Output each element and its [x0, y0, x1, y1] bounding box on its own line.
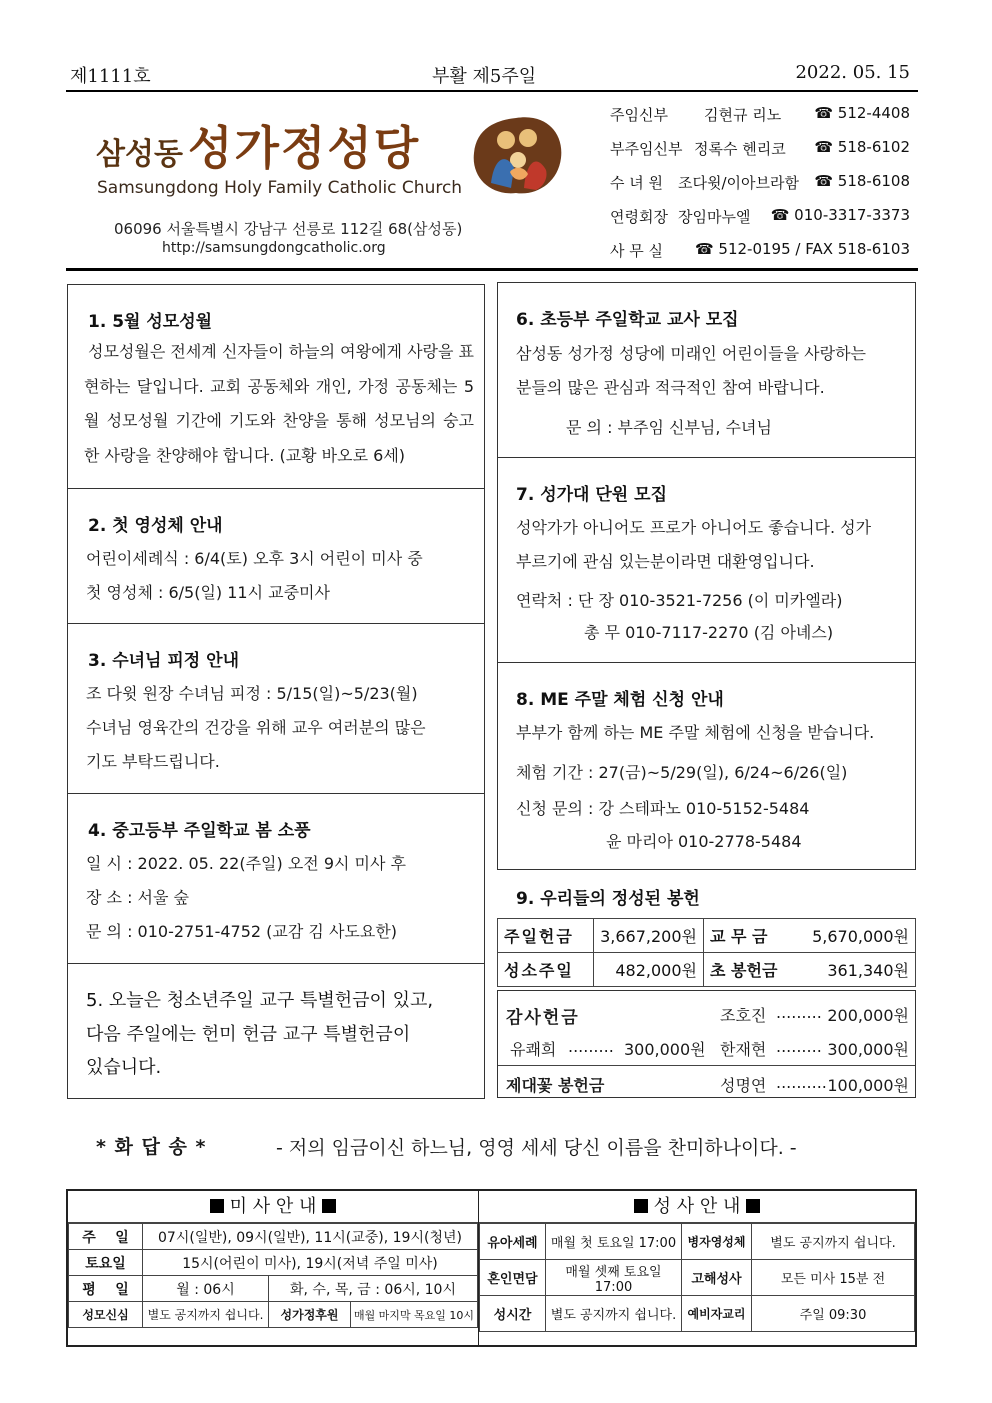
- mass-times: 매월 마지막 목요일 10시: [351, 1302, 478, 1328]
- notice-line: 성악가가 아니어도 프로가 아니어도 좋습니다. 성가: [516, 518, 872, 537]
- sacrament-label: 병자영성체: [682, 1224, 752, 1260]
- notice-2: [67, 488, 485, 624]
- notice-line: 수녀님 영육간의 건강을 위해 교우 여러분의 많은: [86, 718, 426, 737]
- sacrament-label: 성시간: [480, 1296, 546, 1332]
- staff-row: [610, 172, 910, 196]
- mass-row: [69, 1302, 478, 1328]
- mass-label: 평 일: [69, 1276, 143, 1302]
- notice-5: [67, 963, 485, 1099]
- thanks-label: 감사헌금: [506, 1008, 580, 1028]
- offering-value: 361,340원: [800, 953, 916, 987]
- notice-line: 기도 부탁드립니다.: [86, 752, 220, 771]
- notice-line: 장 소 : 서울 숲: [86, 888, 190, 907]
- notice-4: [67, 793, 485, 964]
- mass-times: 07시(일반), 09시(일반), 11시(교중), 19시(청년): [143, 1224, 478, 1250]
- offering-value: 482,000원: [594, 953, 704, 987]
- header-bottom-rule: [66, 268, 918, 271]
- mass-schedule-table: [68, 1223, 478, 1328]
- offering-title: 9. 우리들의 정성된 봉헌: [516, 889, 700, 909]
- parish-prefix: 삼성동: [96, 137, 183, 172]
- notice-title: 6. 초등부 주일학교 교사 모집: [516, 310, 739, 330]
- staff-phone: ☎ 518-6102: [814, 138, 910, 156]
- offering-label: 초 봉헌금: [704, 953, 800, 987]
- issue-date: 2022. 05. 15: [795, 62, 910, 83]
- donor-amount: 100,000원: [827, 1076, 909, 1095]
- sacrament-time: 매월 첫 토요일 17:00: [546, 1224, 682, 1260]
- notice-1: [67, 284, 485, 489]
- sacrament-title: 성 사 안 내: [653, 1196, 741, 1217]
- donor-amount: 200,000원: [827, 1006, 909, 1025]
- thanks-offering-box: 감사헌금 조호진 ......... 200,000원 유쾌희 ......... 300,000원 한재현 ......... 300,000원 제대꽃 봉헌금 성명연 .......... 100,000원: [497, 990, 916, 1098]
- sacrament-label: 혼인면담: [480, 1260, 546, 1296]
- staff-role: 연령회장: [610, 208, 668, 226]
- notice-3: [67, 623, 485, 794]
- mass-row: [69, 1276, 478, 1302]
- notice-line: 일 시 : 2022. 05. 22(주일) 오전 9시 미사 후: [86, 854, 406, 873]
- sacrament-time: 모든 미사 15분 전: [752, 1260, 915, 1296]
- sacrament-row: [480, 1260, 915, 1296]
- parish-name: 성가정성당: [188, 121, 421, 175]
- square-bullet-icon: [210, 1199, 224, 1213]
- notice-8: [497, 662, 916, 870]
- responsorial-psalm-text: - 저의 임금이신 하느님, 영영 세세 당신 이름을 찬미하나이다. -: [276, 1137, 797, 1159]
- mass-label: 성가정후원: [269, 1302, 351, 1328]
- mass-label: 주 일: [69, 1224, 143, 1250]
- offering-table: [497, 918, 916, 987]
- staff-role: 수 녀 원: [610, 174, 664, 192]
- square-bullet-icon: [746, 1199, 760, 1213]
- notice-line: 어린이세례식 : 6/4(토) 오후 3시 어린이 미사 중: [86, 549, 423, 568]
- notice-6: [497, 282, 916, 458]
- notice-contact: 윤 마리아 010-2778-5484: [606, 832, 802, 851]
- notice-line: 부부가 함께 하는 ME 주말 체험에 신청을 받습니다.: [516, 723, 875, 742]
- notice-line: 분들의 많은 관심과 적극적인 참여 바랍니다.: [516, 378, 825, 397]
- notice-body: 성모성월은 전세계 신자들이 하늘의 여왕에게 사랑을 표현하는 달입니다. 교회 공동체와 개인, 가정 공동체는 5월 성모성월 기간에 기도와 찬양을 통해 성모님의 숭고한 사랑을 찬양해야 합니다. (교황 바오로 6세): [84, 342, 475, 465]
- parish-logo-text: [96, 112, 420, 178]
- notice-title: 8. ME 주말 체험 신청 안내: [516, 690, 724, 710]
- notice-line: 다음 주일에는 헌미 헌금 교구 특별헌금이: [86, 1024, 411, 1045]
- mass-row: [69, 1250, 478, 1276]
- staff-row: [610, 240, 910, 264]
- parish-website-link[interactable]: http://samsungdongcatholic.org: [162, 240, 386, 256]
- staff-name: 김현규 리노: [704, 106, 782, 124]
- responsorial-psalm-label: * 화 답 송 *: [96, 1136, 207, 1158]
- offering-label: 주일헌금: [498, 919, 594, 953]
- offering-value: 3,667,200원: [594, 919, 704, 953]
- staff-row: [610, 206, 910, 230]
- parish-english-name: Samsungdong Holy Family Catholic Church: [97, 178, 463, 198]
- staff-phone: ☎ 518-6108: [814, 172, 910, 190]
- staff-phone: ☎ 512-0195 / FAX 518-6103: [694, 240, 910, 258]
- donor-name: 한재현: [720, 1040, 767, 1059]
- notice-title: 2. 첫 영성체 안내: [88, 516, 223, 536]
- offering-row: [498, 953, 916, 987]
- notice-title: 7. 성가대 단원 모집: [516, 485, 667, 505]
- offering-label: 성소주일: [498, 953, 594, 987]
- notice-title: 3. 수녀님 피정 안내: [88, 651, 239, 671]
- offering-row: [498, 919, 916, 953]
- donor-name: 유쾌희: [510, 1040, 557, 1059]
- notice-contact: 총 무 010-7117-2270 (김 아녜스): [584, 623, 834, 642]
- staff-row: [610, 104, 910, 128]
- header-rule: [66, 90, 918, 92]
- mass-times: 15시(어린이 미사), 19시(저녁 주일 미사): [143, 1250, 478, 1276]
- mass-title-bar: [68, 1191, 478, 1223]
- sacrament-label: 고해성사: [682, 1260, 752, 1296]
- staff-phone: ☎ 010-3317-3373: [770, 206, 910, 224]
- notice-line: 5. 오늘은 청소년주일 교구 특별헌금이 있고,: [86, 990, 434, 1011]
- parish-address: 06096 서울특별시 강남구 선릉로 112길 68(삼성동): [114, 220, 463, 238]
- mass-times: 월 : 06시: [143, 1276, 269, 1302]
- mass-times: 화, 수, 목, 금 : 06시, 10시: [269, 1276, 478, 1302]
- notice-title: 1. 5월 성모성월: [88, 312, 213, 332]
- liturgical-occasion: 부활 제5주일: [432, 66, 537, 87]
- mass-title: 미 사 안 내: [229, 1196, 317, 1217]
- notice-line: 부르기에 관심 있는분이라면 대환영입니다.: [516, 552, 815, 571]
- notice-line: 있습니다.: [86, 1057, 162, 1078]
- notice-line: 첫 영성체 : 6/5(일) 11시 교중미사: [86, 583, 330, 602]
- donor-amount: 300,000원: [827, 1040, 909, 1059]
- staff-row: [610, 138, 910, 162]
- sacrament-schedule-table: [479, 1223, 915, 1332]
- sacrament-row: [480, 1296, 915, 1332]
- sacrament-time: 별도 공지까지 쉽니다.: [752, 1224, 915, 1260]
- sacrament-label: 유아세례: [480, 1224, 546, 1260]
- notice-contact: 신청 문의 : 강 스테파노 010-5152-5484: [516, 799, 810, 818]
- staff-phone: ☎ 512-4408: [814, 104, 910, 122]
- notice-line: 문 의 : 010-2751-4752 (교감 김 사도요한): [86, 922, 398, 941]
- mass-label: 토요일: [69, 1250, 143, 1276]
- staff-name: 조다윗/이아브라함: [678, 174, 799, 192]
- square-bullet-icon: [634, 1199, 648, 1213]
- sacrament-time: 매월 셋째 토요일 17:00: [546, 1260, 682, 1296]
- altar-flower-label: 제대꽃 봉헌금: [506, 1076, 605, 1095]
- square-bullet-icon: [322, 1199, 336, 1213]
- sacrament-row: [480, 1224, 915, 1260]
- notice-title: 4. 중고등부 주일학교 봄 소풍: [88, 821, 311, 841]
- sacrament-title-bar: [479, 1191, 915, 1223]
- offering-value: 5,670,000원: [800, 919, 916, 953]
- offering-label: 교 무 금: [704, 919, 800, 953]
- holy-family-emblem-icon: [466, 108, 566, 198]
- donor-amount: 300,000원: [624, 1040, 706, 1059]
- sacrament-time: 별도 공지까지 쉽니다.: [546, 1296, 682, 1332]
- donor-name: 성명연: [720, 1076, 767, 1095]
- staff-role: 주임신부: [610, 106, 668, 124]
- staff-name: 장임마누엘: [678, 208, 751, 226]
- staff-name: 정록수 헨리코: [694, 140, 786, 158]
- sacrament-time: 주일 09:30: [752, 1296, 915, 1332]
- issue-number: 제1111호: [70, 66, 151, 87]
- staff-role: 사 무 실: [610, 242, 664, 260]
- notice-line: 삼성동 성가정 성당에 미래인 어린이들을 사랑하는: [516, 344, 867, 363]
- sacrament-label: 예비자교리: [682, 1296, 752, 1332]
- mass-label: 성모신심: [69, 1302, 143, 1328]
- staff-role: 부주임신부: [610, 140, 683, 158]
- donor-name: 조호진: [720, 1006, 767, 1025]
- notice-contact: 연락처 : 단 장 010-3521-7256 (이 미카엘라): [516, 591, 843, 610]
- notice-contact: 문 의 : 부주임 신부님, 수녀님: [566, 418, 772, 437]
- mass-row: [69, 1224, 478, 1250]
- notice-line: 체험 기간 : 27(금)~5/29(일), 6/24~6/26(일): [516, 763, 848, 782]
- notice-line: 조 다윗 원장 수녀님 피정 : 5/15(일)~5/23(월): [86, 684, 418, 703]
- notice-7: [497, 457, 916, 663]
- mass-times: 별도 공지까지 쉽니다.: [143, 1302, 269, 1328]
